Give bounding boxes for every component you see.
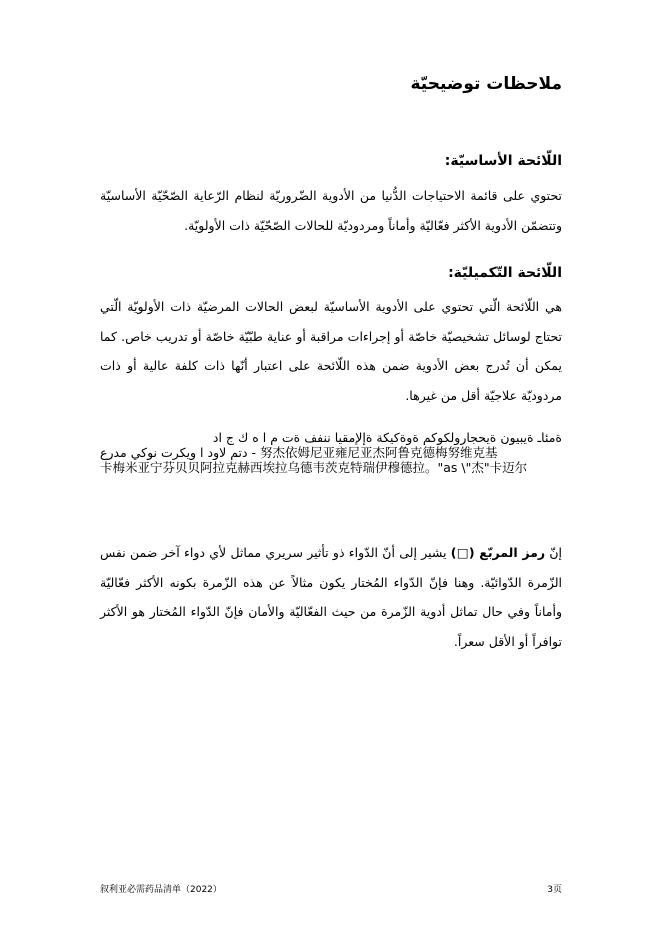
- essential-list-heading: اللّائحة الأساسيّة:: [444, 153, 562, 169]
- footer-document-title: 叙利亚必需药品清单（2022）: [100, 885, 222, 895]
- square-symbol-paragraph: [100, 538, 562, 656]
- garbled-line-3: 卡梅米亚宁芬贝贝阿拉克赫西埃拉乌德韦茨克特瑞伊穆德拉。"as \"杰"卡迈尔: [100, 460, 528, 475]
- garbled-line-2: دتم لاود ا ويكرت نوكي مدرع - 努杰依姆尼亚雍尼亚杰阿鲁克德梅努维克基: [100, 446, 498, 460]
- complementary-list-heading: اللّائحة التّكميليّة:: [448, 265, 562, 281]
- garbled-line-1: ةمئاـ ةيبيون ةيحجارولكوكم ةوةكيكة ةإلإمقيا ننفف ةت م ا ه ك ج اد: [212, 431, 562, 445]
- square-text-before: إنّ: [549, 545, 562, 560]
- footer-page-number: 3页: [547, 885, 562, 895]
- essential-list-paragraph: تحتوي على قائمة الاحتياجات الدُّنيا من الأدوية الضّروريّة لنظام الرّعاية الصّحّيّة الأساسيّة وتتضمّن الأدوية الأكثر فعّاليّة وأماناً ومردوديّة للحالات الصّحّيّة ذات الأولويّة.: [100, 188, 562, 233]
- page-title: ملاحظات توضيحيّة: [410, 74, 562, 94]
- square-text-after: يشير إلى أنّ الدّواء ذو تأثير سريري مماثل لأي دواء آخر ضمن نفس الزّمرة الدّوائيّة. وهنا فإنّ الدّواء المُختار يكون مثالاً عن هذه الزّمرة بكونه الأكثر فعّاليّة وأماناً وفي حال تماثل أدوية الزّمرة من حيث الفعّاليّة والأمان فإنّ الدّواء المُختار هو الأكثر توافراً أو الأقل سعراً.: [100, 545, 562, 649]
- garbled-text-block: [100, 431, 562, 531]
- complementary-list-paragraph: هي اللّائحة الّتي تحتوي على الأدوية الأساسيّة لبعض الحالات المرضيّة ذات الأولويّة الّتي تحتاج لوسائل تشخيصيّة خاصّة أو إجراءات مراقبة أو عناية طبّيّة خاصّة أو تدريب خاص. كما يمكن أن تُدرج بعض الأدوية ضمن هذه اللّائحة على اعتبار أنّها ذات كلفة عالية أو ذات مردوديّة علاجيّة أقل من غيرها.: [100, 299, 562, 403]
- square-symbol-term: رمز المربّع (□): [450, 545, 546, 560]
